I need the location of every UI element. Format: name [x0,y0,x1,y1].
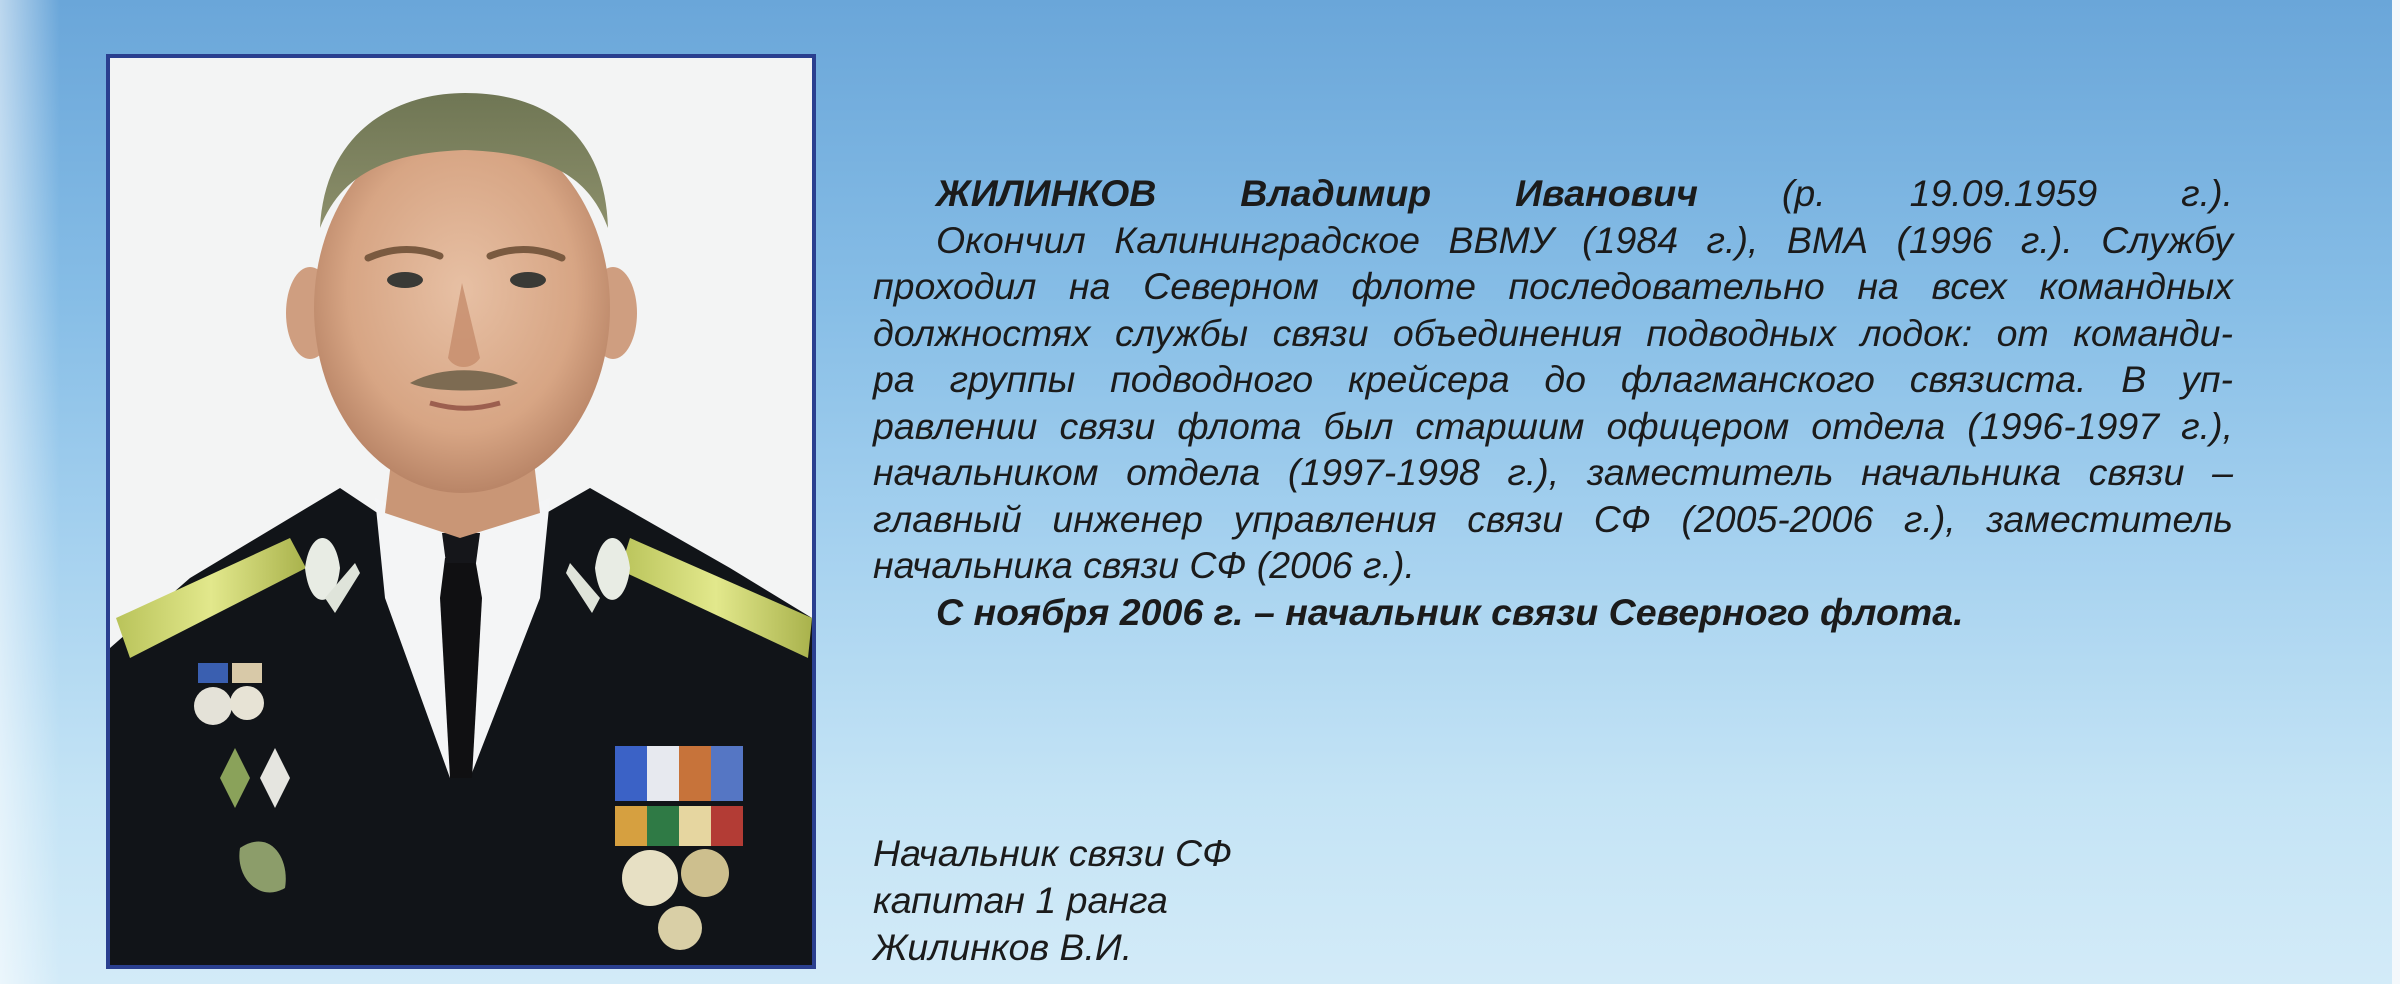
bio-line: проходил на Северном флоте последовательно на всех командных [873,265,2233,307]
caption-name: Жилинков В.И. [873,926,1133,968]
bio-line: должностях службы связи объединения подводных лодок: от команди- [873,311,2233,354]
biography-text [873,170,2233,635]
person-name: ЖИЛИНКОВ Владимир Иванович [936,172,1699,214]
current-position: С ноября 2006 г. – начальник связи Северного флота. [936,590,1964,633]
caption-position: Начальник связи СФ [873,832,1232,874]
bio-line: Окончил Калининградское ВВМУ (1984 г.), ВМА (1996 г.). Службу [936,218,2233,261]
portrait-photo [106,54,816,969]
page-edge-left [0,0,60,984]
caption-rank: капитан 1 ранга [873,879,1168,921]
bio-line: ра группы подводного крейсера до флагманского связиста. В уп- [873,358,2233,400]
bio-line: равлении связи флота был старшим офицером отдела (1996-1997 г.), [873,404,2233,447]
bio-line: начальника связи СФ (2006 г.). [873,544,1415,586]
photo-caption [873,830,1232,971]
birth-date: (р. 19.09.1959 г.). [1698,172,2233,214]
bio-line: начальником отдела (1997-1998 г.), заместитель начальника связи – [873,451,2233,493]
bio-line: главный инженер управления связи СФ (2005-2006 г.), заместитель [873,497,2233,540]
page-edge-right [2392,0,2400,984]
